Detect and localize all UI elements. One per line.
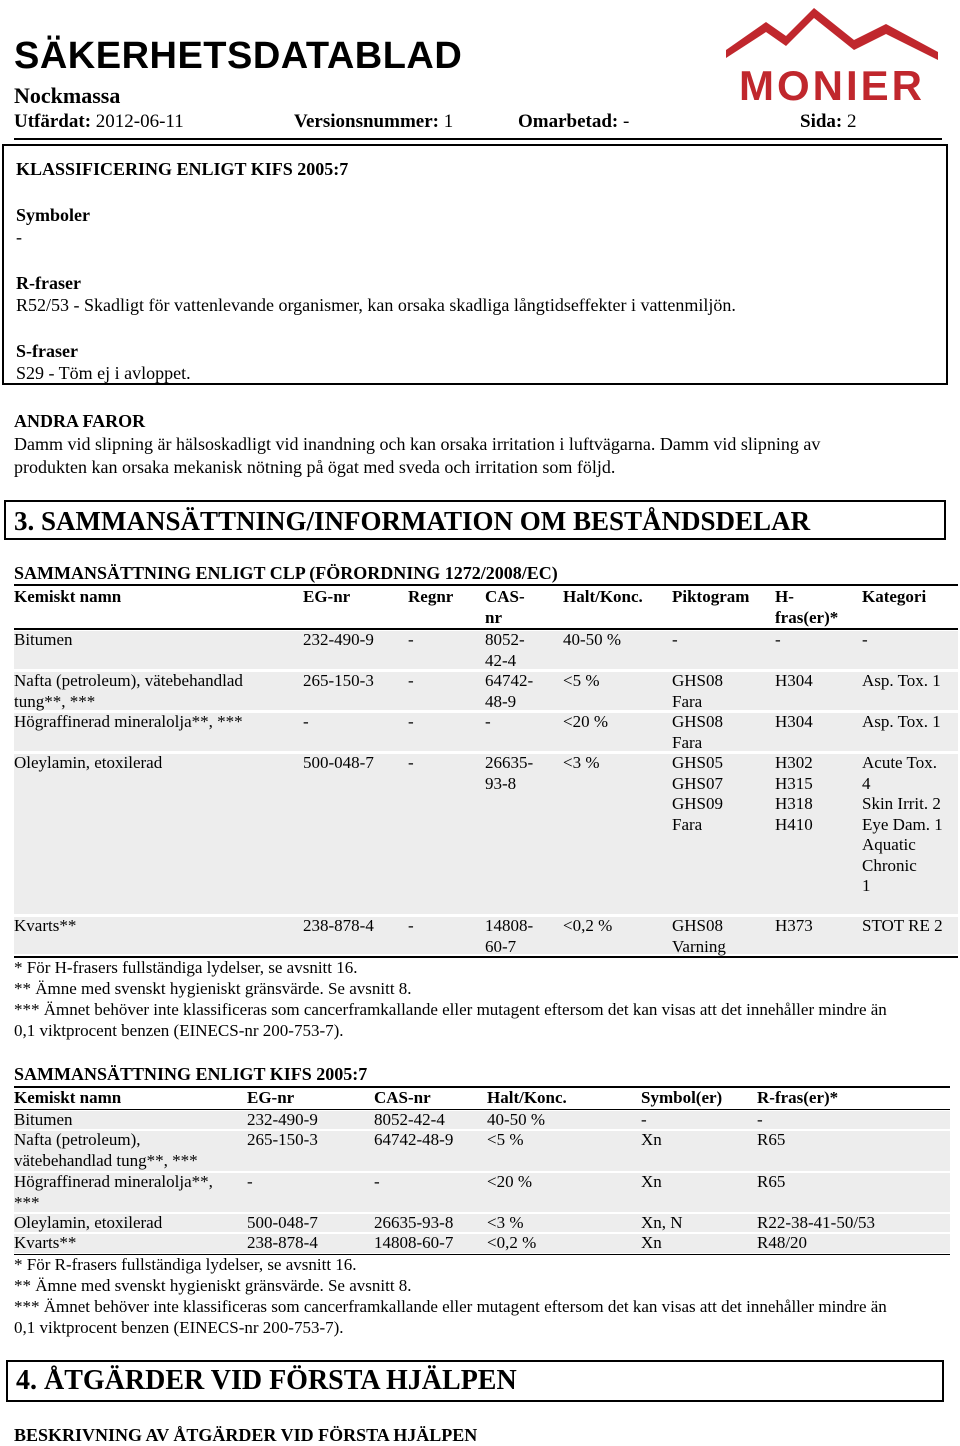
clp-cell: 232-490-9 [303,630,374,649]
clp-cell: STOT RE 2 [862,916,943,935]
clp-cell: - [408,630,414,649]
product-name: Nockmassa [14,83,121,108]
version-number: Versionsnummer: 1 [294,111,454,132]
r-phrases-label: R-fraser [16,273,81,293]
kifs-header-cell: EG-nr [247,1088,295,1107]
kifs-heading: SAMMANSÄTTNING ENLIGT KIFS 2005:7 [14,1064,368,1084]
section-3-title: 3. SAMMANSÄTTNING/INFORMATION OM BESTÅNDSDELAR [14,506,811,536]
clp-note: *** Ämnet behöver inte klassificeras som cancerframkallande eller mutagent eftersom det kan visas att det innehåller mindre än [14,1000,887,1019]
kifs-cell: 8052-42-4 [374,1110,445,1129]
clp-cell: 14808- 60-7 [485,916,534,956]
clp-cell: GHS08 Fara [672,671,724,711]
r-phrases-value: R52/53 - Skadligt för vattenlevande organismer, kan orsaka skadliga långtidseffekter i vattenmiljön. [16,295,736,315]
clp-header-cell: EG-nr [303,587,351,606]
kifs-cell: - [757,1110,763,1129]
other-hazards-heading: ANDRA FAROR [14,411,146,431]
kifs-cell: 500-048-7 [247,1213,318,1232]
s-phrases-value: S29 - Töm ej i avloppet. [16,363,191,383]
header-divider [14,138,942,140]
kifs-cell: R22-38-41-50/53 [757,1213,876,1232]
clp-note: 0,1 viktprocent benzen (EINECS-nr 200-753-7). [14,1021,344,1040]
clp-cell: - [408,753,414,772]
kifs-cell: R65 [757,1130,786,1149]
kifs-cell: <3 % [487,1213,524,1232]
clp-cell: - [303,712,309,731]
kifs-cell: R48/20 [757,1233,808,1252]
clp-cell: 40-50 % [563,630,622,649]
clp-table-top-rule [14,584,958,586]
clp-cell: GHS08 Varning [672,916,726,956]
kifs-note: *** Ämnet behöver inte klassificeras som cancerframkallande eller mutagent eftersom det kan visas att det innehåller mindre än [14,1297,887,1316]
clp-cell: H304 [775,712,813,731]
logo-text: MONIER [739,62,925,108]
document-title: SÄKERHETSDATABLAD [14,35,463,77]
clp-cell: H373 [775,916,813,935]
kifs-cell: <20 % [487,1172,532,1191]
section-4-subheading: BESKRIVNING AV ÅTGÄRDER VID FÖRSTA HJÄLPEN [14,1425,478,1445]
clp-header-cell: CAS- nr [485,587,525,627]
clp-cell: - [862,630,868,649]
clp-cell: Nafta (petroleum), vätebehandlad tung**, *** [14,671,243,711]
kifs-header-cell: R-fras(er)* [757,1088,839,1107]
clp-cell: <0,2 % [563,916,613,935]
kifs-header-cell: Halt/Konc. [487,1088,567,1107]
clp-cell: - [408,712,414,731]
kifs-note: ** Ämne med svenskt hygieniskt gränsvärde. Se avsnitt 8. [14,1276,412,1295]
classification-heading: KLASSIFICERING ENLIGT KIFS 2005:7 [16,159,349,179]
clp-cell: 500-048-7 [303,753,374,772]
clp-cell: Högraffinerad mineralolja**, *** [14,712,243,731]
kifs-header-cell: Kemiskt namn [14,1088,122,1107]
clp-cell: <20 % [563,712,608,731]
kifs-cell: 238-878-4 [247,1233,318,1252]
clp-header-cell: Regnr [408,587,454,606]
clp-note: ** Ämne med svenskt hygieniskt gränsvärde. Se avsnitt 8. [14,979,412,998]
kifs-header-cell: CAS-nr [374,1088,431,1107]
kifs-cell: 40-50 % [487,1110,546,1129]
clp-header-cell: Kemiskt namn [14,587,122,606]
clp-header-cell: Kategori [862,587,927,606]
kifs-cell: <0,2 % [487,1233,537,1252]
kifs-cell: Bitumen [14,1110,73,1129]
clp-cell: 8052- 42-4 [485,630,525,670]
clp-cell: Oleylamin, etoxilerad [14,753,163,772]
kifs-cell: <5 % [487,1130,524,1149]
kifs-cell: Kvarts** [14,1233,77,1252]
kifs-cell: 265-150-3 [247,1130,318,1149]
section-4-header [6,1360,944,1402]
clp-cell: - [672,630,678,649]
clp-cell: 64742- 48-9 [485,671,534,711]
kifs-header-cell: Symbol(er) [641,1088,723,1107]
kifs-cell: 64742-48-9 [374,1130,454,1149]
clp-cell: H302 H315 H318 H410 [775,753,813,834]
page-number: Sida: 2 [800,111,857,132]
clp-header-cell: Halt/Konc. [563,587,643,606]
clp-cell: Kvarts** [14,916,77,935]
clp-header-cell: H- fras(er)* [775,587,839,627]
kifs-note: * För R-frasers fullständiga lydelser, se avsnitt 16. [14,1255,357,1274]
section-4-title: 4. ÅTGÄRDER VID FÖRSTA HJÄLPEN [16,1365,517,1396]
kifs-cell: Xn [641,1172,662,1191]
revised-date: Omarbetad: - [518,111,630,132]
kifs-cell: 14808-60-7 [374,1233,454,1252]
clp-cell: - [408,671,414,690]
clp-cell: 238-878-4 [303,916,374,935]
symbols-label: Symboler [16,205,90,225]
clp-cell: Bitumen [14,630,73,649]
clp-cell: <5 % [563,671,600,690]
clp-cell: 26635- 93-8 [485,753,534,793]
kifs-cell: 26635-93-8 [374,1213,454,1232]
section-3-header [4,500,946,540]
clp-cell: - [485,712,491,731]
clp-header-cell: Piktogram [672,587,750,606]
clp-cell: - [775,630,781,649]
clp-cell: - [408,916,414,935]
kifs-cell: R65 [757,1172,786,1191]
classification-box [2,144,948,385]
clp-cell: 265-150-3 [303,671,374,690]
kifs-cell: - [247,1172,253,1191]
kifs-cell: 232-490-9 [247,1110,318,1129]
clp-cell: GHS05 GHS07 GHS09 Fara [672,753,724,834]
s-phrases-label: S-fraser [16,341,78,361]
monier-logo [716,0,948,108]
kifs-cell: - [374,1172,380,1191]
kifs-cell: Xn [641,1130,662,1149]
clp-note: * För H-frasers fullständiga lydelser, se avsnitt 16. [14,958,358,977]
clp-cell: Acute Tox. 4 Skin Irrit. 2 Eye Dam. 1 Aquatic Chronic 1 [862,753,943,895]
clp-cell: H304 [775,671,813,690]
symbols-value: - [16,227,22,247]
other-hazards-line-2: produkten kan orsaka mekanisk nötning på ögat med sveda och irritation som följd. [14,457,616,477]
issued-date: Utfärdat: 2012-06-11 [14,111,184,132]
clp-cell: <3 % [563,753,600,772]
clp-cell: Asp. Tox. 1 [862,712,941,731]
clp-cell: Asp. Tox. 1 [862,671,941,690]
kifs-cell: Högraffinerad mineralolja**, *** [14,1172,213,1212]
kifs-note: 0,1 viktprocent benzen (EINECS-nr 200-753-7). [14,1318,344,1337]
other-hazards-line-1: Damm vid slipning är hälsoskadligt vid inandning och kan orsaka irritation i luftvägarna. Damm vid slipning av [14,434,821,454]
kifs-cell: Nafta (petroleum), vätebehandlad tung**, *** [14,1130,198,1170]
clp-heading: SAMMANSÄTTNING ENLIGT CLP (FÖRORDNING 1272/2008/EC) [14,563,558,583]
kifs-cell: Xn, N [641,1213,683,1232]
kifs-cell: Xn [641,1233,662,1252]
kifs-cell: Oleylamin, etoxilerad [14,1213,163,1232]
kifs-cell: - [641,1110,647,1129]
clp-cell: GHS08 Fara [672,712,724,752]
